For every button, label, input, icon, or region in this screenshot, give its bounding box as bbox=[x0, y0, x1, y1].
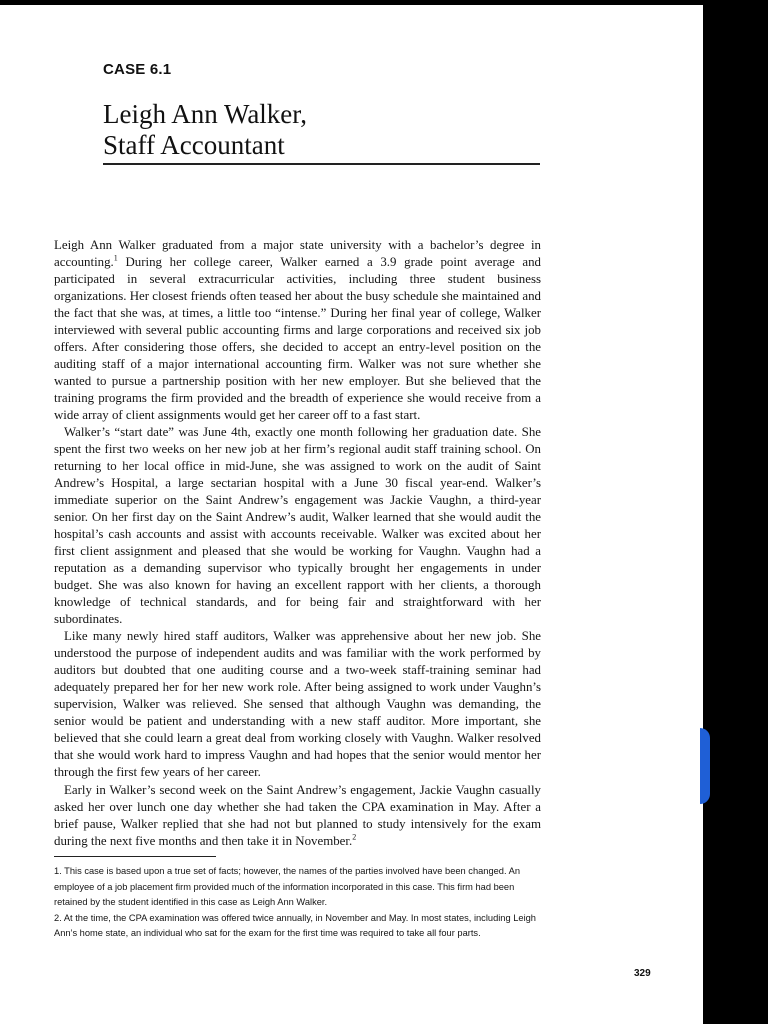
title-underline bbox=[103, 163, 540, 165]
page-number: 329 bbox=[634, 968, 651, 979]
footnote-ref-2: 2 bbox=[352, 832, 357, 842]
footnote-1: 1. This case is based upon a true set of facts; however, the names of the parties involved have been changed. An employee of a job placement firm provided much of the information incorporated in this case. This firm had been retained by the student identified in this case as Leigh Ann Walker. bbox=[54, 866, 521, 908]
paragraph-1: Leigh Ann Walker graduated from a major state university with a bachelor’s degree in accounting.$^1$ During her college career, Walker earned a 3.9 grade point average and participated in several extracurricular activities, including three student business organizations. Her closest friends often teased her about the busy schedule she maintained and the fact that she was, at times, a little too “intense.” During her final year of college, Walker interviewed with several public accounting firms and large corporations and received six job offers. After considering those offers, she decided to accept an entry-level position on the auditing staff of a major international accounting firm. Walker was not sure whether she wanted to pursue a partnership position with her new employer. But she believed that the training programs the firm provided and the breadth of experience she would receive from a wide array of client assignments would get her career off to a fast start. bbox=[54, 238, 541, 423]
side-scroll-tab[interactable] bbox=[700, 728, 710, 804]
footnote-ref-1: 1 bbox=[113, 253, 118, 263]
paragraph-3: Like many newly hired staff auditors, Walker was apprehensive about her new job. She understood the purpose of independent audits and was familiar with the work performed by auditors but doubted that one auditing course and a two-week staff-training seminar had adequately prepared her for her new work role. After being assigned to work under Vaughn’s supervision, Walker was relieved. She sensed that although Vaughn was demanding, the senior would be patient and understanding with a new staff auditor. More important, she believed that she could learn a great deal from working closely with Vaughn. Walker resolved that she would work hard to impress Vaughn and had hopes that the senior would mentor her through the first few years of her career. bbox=[54, 629, 541, 780]
paragraph-2: Walker’s “start date” was June 4th, exactly one month following her graduation date. She spent the first two weeks on her new job at her firm’s regional audit staff training school. On returning to her local office in mid-June, she was assigned to work on the audit of Saint Andrew’s Hospital, a large sectarian hospital with a June 30 fiscal year-end. Walker’s immediate superior on the Saint Andrew’s engagement was Jackie Vaughn, a third-year senior. On her first day on the Saint Andrew’s audit, Walker learned that she would audit the hospital’s cash accounts and assist with accounts receivable. Walker was excited about her first client assignment and pleased that she would be working for Vaughn. Vaughn had a reputation as a demanding supervisor who typically brought her engagements in under budget. She was also known for having an excellent rapport with her clients, a thorough knowledge of technical standards, and for being fair and straightforward with her subordinates. bbox=[54, 425, 541, 627]
footnotes bbox=[54, 864, 541, 942]
footnote-divider bbox=[54, 856, 216, 857]
title-line-2: Staff Accountant bbox=[103, 130, 285, 160]
title-line-1: Leigh Ann Walker, bbox=[103, 99, 307, 129]
case-title bbox=[103, 99, 540, 161]
paragraph-4: Early in Walker’s second week on the Saint Andrew’s engagement, Jackie Vaughn casually asked her over lunch one day whether she had taken the CPA examination in May. After a brief pause, Walker replied that she had not but planned to study intensively for the exam during the next five months and then take it in November.$^2$ bbox=[54, 782, 541, 848]
case-label: CASE 6.1 bbox=[103, 61, 172, 78]
footnote-2: 2. At the time, the CPA examination was offered twice annually, in November and May. In most states, including Leigh Ann’s home state, an individual who sat for the exam for the first time was required to take all four parts. bbox=[54, 912, 536, 939]
body-text bbox=[54, 237, 541, 850]
document-page bbox=[0, 5, 703, 1024]
